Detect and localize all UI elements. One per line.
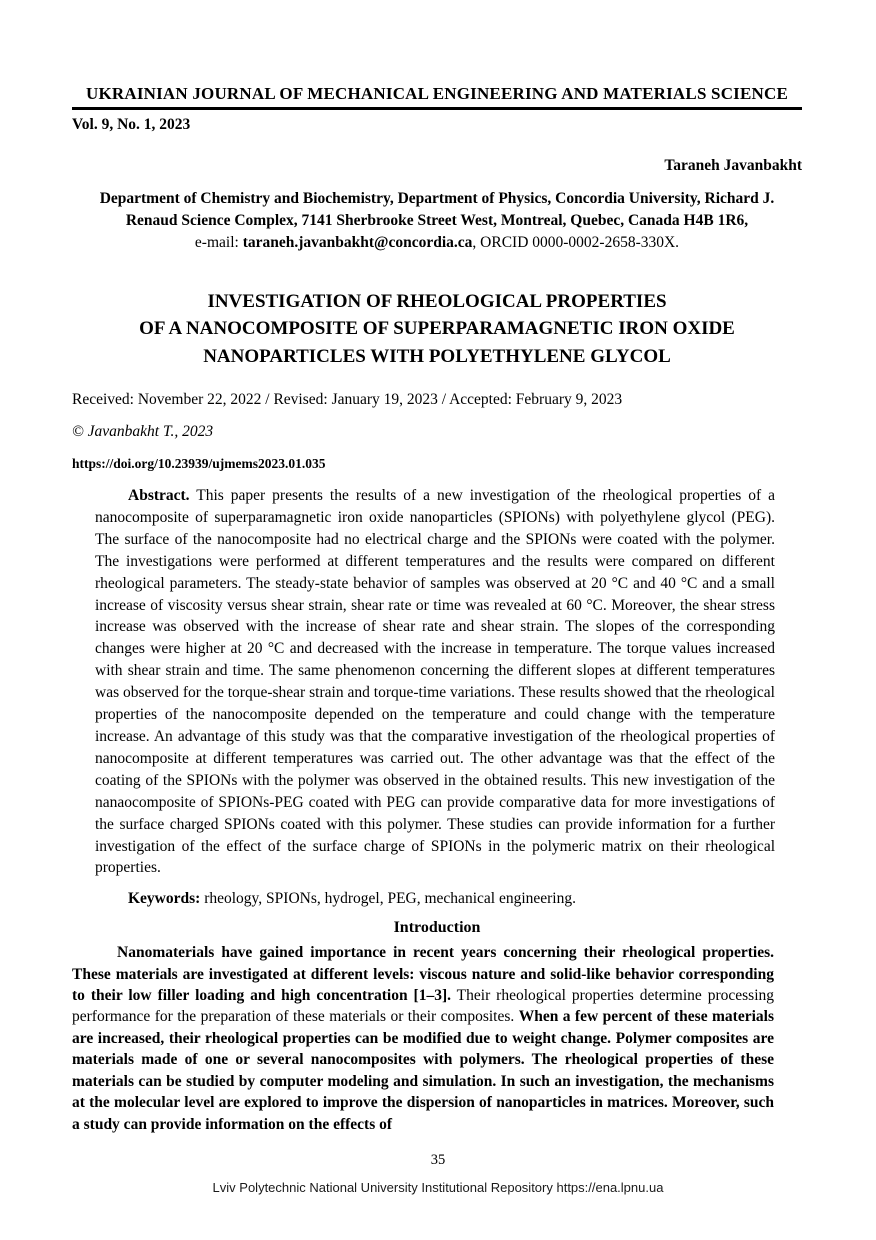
abstract-label: Abstract.: [128, 487, 190, 505]
page-content: [72, 0, 802, 1135]
keywords-label: Keywords:: [128, 890, 201, 908]
email-prefix-label: e-mail:: [194, 233, 243, 251]
introduction-heading: Introduction: [393, 919, 481, 937]
introduction-text-regular: Their rheological properties determine processing performance for the preparation of these materials or their composites.: [72, 987, 774, 1026]
introduction-text-bold-2: When a few percent of these materials are increased, their rheological properties can be modified due to weight change. Polymer composites are materials made of one or several nanocomposites with polymers. The rheological properties of these materials can be studied by computer modeling and simulation. In such an investigation, the mechanisms at the molecular level are explored to improve the dispersion of nanoparticles in matrices. Moreover, such a study can provide information on the effects of: [72, 1008, 774, 1133]
email-address: taraneh.javanbakht@concordia.ca: [242, 233, 473, 251]
author-affiliation: Department of Chemistry and Biochemistry, Department of Physics, Concordia University, Richard J. Renaud Science Complex, 7141 Sherbrooke Street West, Montreal, Quebec, Canada H4B 1R6,: [99, 189, 775, 229]
author-name: Taraneh Javanbakht: [664, 156, 802, 174]
orcid-text: , ORCID 0000-0002-2658-330X.: [472, 233, 680, 251]
journal-issue-line: Vol. 9, No. 1, 2023: [72, 115, 191, 133]
introduction-paragraph: [72, 942, 774, 1135]
doi-line: https://doi.org/10.23939/ujmems2023.01.035: [72, 456, 326, 472]
paper-title-line-2: OF A NANOCOMPOSITE OF SUPERPARAMAGNETIC IRON OXIDE: [139, 318, 735, 340]
introduction-text-bold-1: Nanomaterials have gained importance in recent years concerning their rheological properties. These materials are investigated at different levels: viscous nature and solid-like behavior corresponding to their low filler loading and high concentration [1–3].: [72, 944, 774, 1005]
paper-title: [72, 288, 802, 371]
abstract-paragraph: [95, 485, 775, 879]
keywords-line: [95, 888, 775, 910]
email-line: [72, 232, 802, 254]
copyright-line: © Javanbakht T., 2023: [72, 423, 214, 441]
keywords-text: rheology, SPIONs, hydrogel, PEG, mechanical engineering.: [200, 890, 576, 908]
repository-footer-line: Lviv Polytechnic National University Institutional Repository https://ena.lpnu.ua: [212, 1180, 664, 1195]
abstract-text: This paper presents the results of a new investigation of the rheological properties of a nanocomposite of superparamagnetic iron oxide nanoparticles (SPIONs) with polyethylene glycol (PEG). The surface of the nanocomposite had no electrical charge and the SPIONs were coated with the polymer. The investigations were performed at different temperatures and the results were compared on different rheological parameters. The steady-state behavior of samples was observed at 20 °C and 40 °C and a small increase of viscosity versus shear strain, shear rate or time was revealed at 60 °C. Moreover, the shear stress increase was observed with the increase of shear rate and shear strain. The slopes of the corresponding changes were higher at 20 °C and decreased with the increase in temperature. The torque values increased with shear strain and time. The same phenomenon concerning the different slopes at different temperatures was observed for the torque-shear strain and torque-time variations. These results showed that the rheological properties of the nanocomposite depended on the temperature and could change with the temperature increase. An advantage of this study was that the comparative investigation of the rheological properties of nanocomposite at different temperatures was carried out. The other advantage was that the effect of the coating of the SPIONs with the polymer was observed in the obtained results. This new investigation of the nanaocomposite of SPIONs-PEG coated with PEG can provide comparative data for more investigations of the surface charged SPIONs coated with this polymer. These studies can provide information for a further investigation of the effect of the surface charge of SPIONs in the polymeric matrix on their rheological properties.: [95, 487, 775, 877]
received-revised-accepted-line: Received: November 22, 2022 / Revised: January 19, 2023 / Accepted: February 9, 2023: [72, 391, 623, 409]
paper-title-line-3: NANOPARTICLES WITH POLYETHYLENE GLYCOL: [203, 345, 671, 367]
paper-title-line-1: INVESTIGATION OF RHEOLOGICAL PROPERTIES: [207, 290, 667, 312]
page-number: 35: [430, 1152, 446, 1168]
journal-header-title: UKRAINIAN JOURNAL OF MECHANICAL ENGINEERING AND MATERIALS SCIENCE: [72, 84, 802, 110]
